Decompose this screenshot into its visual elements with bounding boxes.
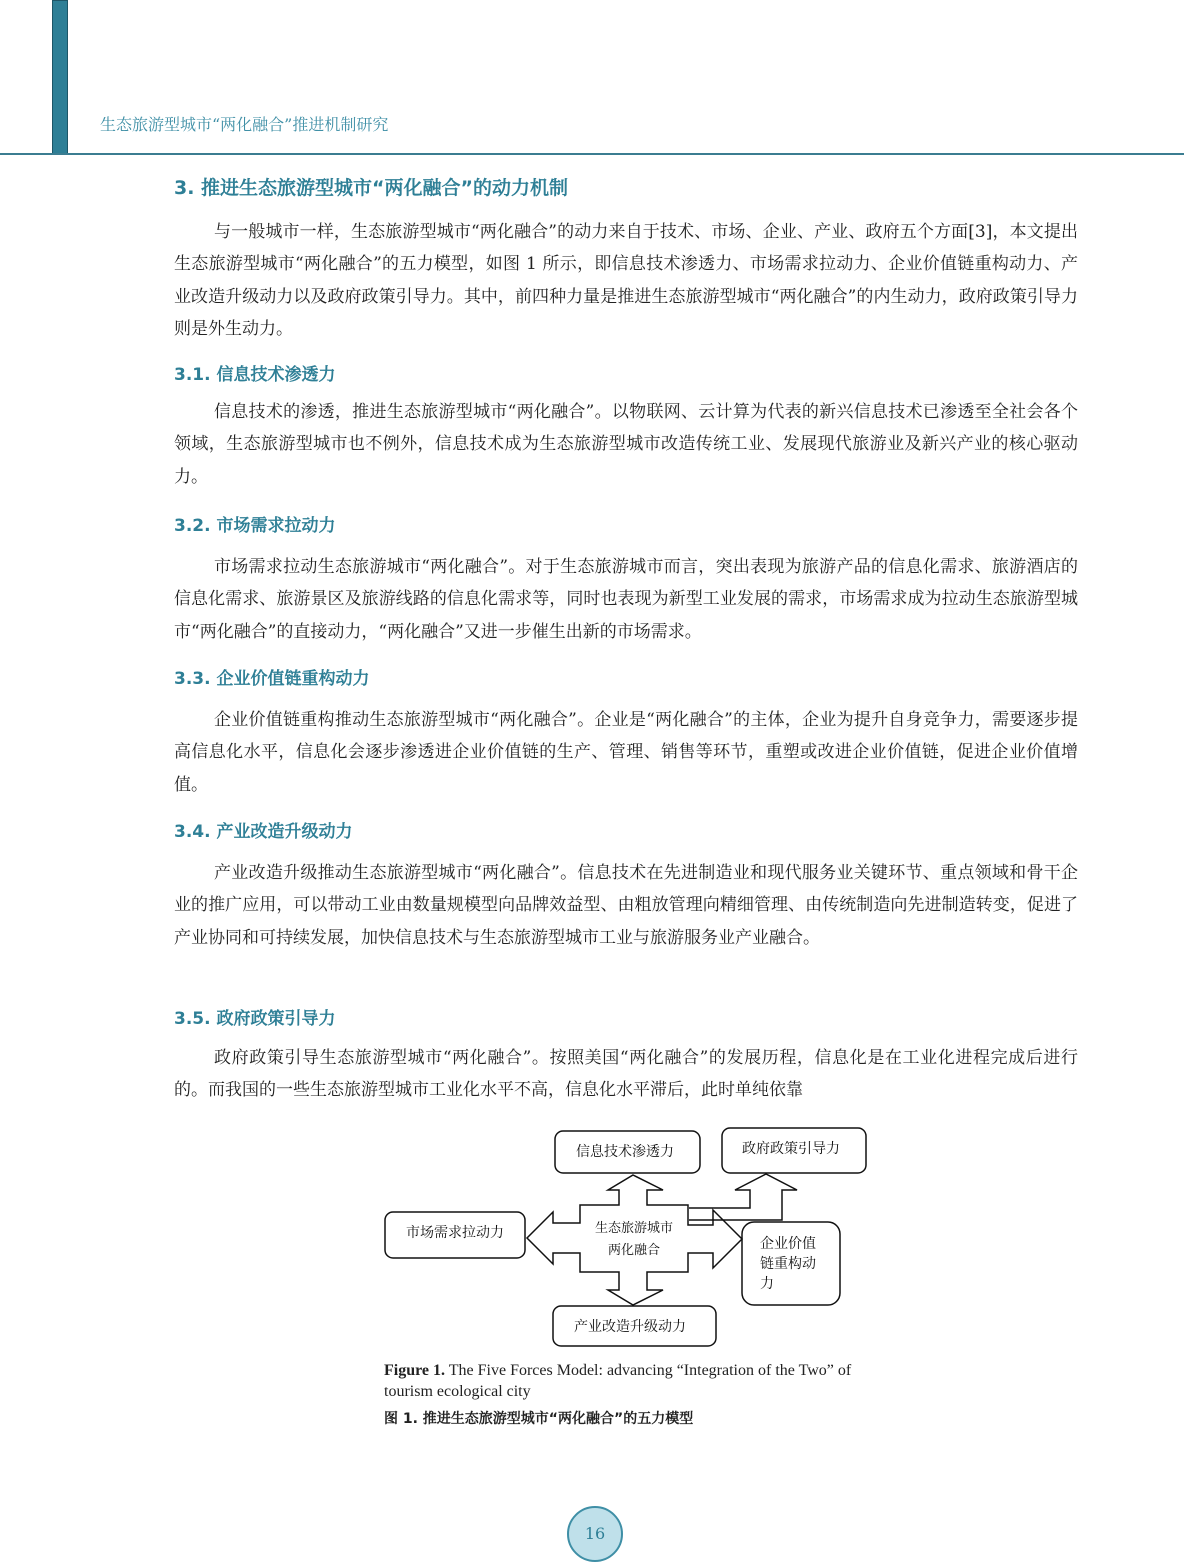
paragraph: 信息技术的渗透，推进生态旅游型城市“两化融合”。以物联网、云计算为代表的新兴信息技术已渗透至全社会各个领域，生态旅游型城市也不例外，信息技术成为生态旅游型城市改造传统工业、发展现代旅游业及新兴产业的核心驱动力。 bbox=[174, 402, 1078, 487]
header-accent-bar bbox=[52, 0, 68, 154]
paragraph: 政府政策引导生态旅游型城市“两化融合”。按照美国“两化融合”的发展历程，信息化是在工业化进程完成后进行的。而我国的一些生态旅游型城市工业化水平不高，信息化水平滞后，此时单纯依靠 bbox=[174, 1048, 1078, 1101]
header-rule bbox=[0, 153, 1184, 155]
figure-caption-en bbox=[384, 1360, 864, 1402]
label-enterprise: 链重构动 bbox=[760, 1256, 816, 1272]
center-label: 两化融合 bbox=[607, 1243, 661, 1258]
running-title: 生态旅游型城市“两化融合”推进机制研究 bbox=[100, 115, 389, 134]
label-enterprise: 企业价值 bbox=[760, 1236, 816, 1252]
subsection-heading: 3.2. 市场需求拉动力 bbox=[174, 516, 336, 536]
five-forces-diagram bbox=[380, 1120, 880, 1355]
subsection-heading: 3.1. 信息技术渗透力 bbox=[174, 365, 336, 385]
caption-text: The Five Forces Model: advancing “Integration of the Two” of tourism ecological city bbox=[384, 1362, 852, 1400]
label-industry: 产业改造升级动力 bbox=[574, 1319, 686, 1335]
label-info-tech: 信息技术渗透力 bbox=[576, 1144, 674, 1160]
gov-arrow bbox=[689, 1174, 797, 1220]
paragraph: 与一般城市一样，生态旅游型城市“两化融合”的动力来自于技术、市场、企业、产业、政府五个方面[3]，本文提出生态旅游型城市“两化融合”的五力模型，如图 1 所示，即信息技术渗透力、市场需求拉动力、企业价值链重构动力、产业改造升级动力以及政府政策引导力。其中，前四种力量是推进生态旅游型城市“两化融合”的内生动力，政府政策引导力则是外生动力。 bbox=[174, 222, 1078, 339]
figure-label: Figure 1. bbox=[384, 1362, 446, 1379]
figure-caption-zh: 图 1. 推进生态旅游型城市“两化融合”的五力模型 bbox=[384, 1411, 694, 1427]
label-government: 政府政策引导力 bbox=[742, 1141, 840, 1157]
paragraph: 产业改造升级推动生态旅游型城市“两化融合”。信息技术在先进制造业和现代服务业关键环节、重点领域和骨干企业的推广应用，可以带动工业由数量规模型向品牌效益型、由粗放管理向精细管理、由传统制造向先进制造转变，促进了产业协同和可持续发展，加快信息技术与生态旅游型城市工业与旅游服务业产业融合。 bbox=[174, 863, 1078, 948]
section-heading: 3. 推进生态旅游型城市“两化融合”的动力机制 bbox=[174, 177, 569, 199]
subsection-heading: 3.3. 企业价值链重构动力 bbox=[174, 669, 370, 689]
center-label: 生态旅游城市 bbox=[594, 1221, 674, 1236]
cross-arrow bbox=[527, 1175, 742, 1305]
subsection-heading: 3.4. 产业改造升级动力 bbox=[174, 822, 353, 842]
paragraph: 企业价值链重构推动生态旅游型城市“两化融合”。企业是“两化融合”的主体，企业为提升自身竞争力，需要逐步提高信息化水平，信息化会逐步渗透进企业价值链的生产、管理、销售等环节，重塑或改进企业价值链，促进企业价值增值。 bbox=[174, 710, 1078, 795]
label-enterprise: 力 bbox=[760, 1276, 774, 1292]
page-number: 16 bbox=[567, 1506, 623, 1562]
paragraph: 市场需求拉动生态旅游城市“两化融合”。对于生态旅游城市而言，突出表现为旅游产品的信息化需求、旅游酒店的信息化需求、旅游景区及旅游线路的信息化需求等，同时也表现为新型工业发展的需求，市场需求成为拉动生态旅游型城市“两化融合”的直接动力，“两化融合”又进一步催生出新的市场需求。 bbox=[174, 557, 1078, 642]
subsection-heading: 3.5. 政府政策引导力 bbox=[174, 1009, 336, 1029]
label-market: 市场需求拉动力 bbox=[406, 1225, 504, 1241]
